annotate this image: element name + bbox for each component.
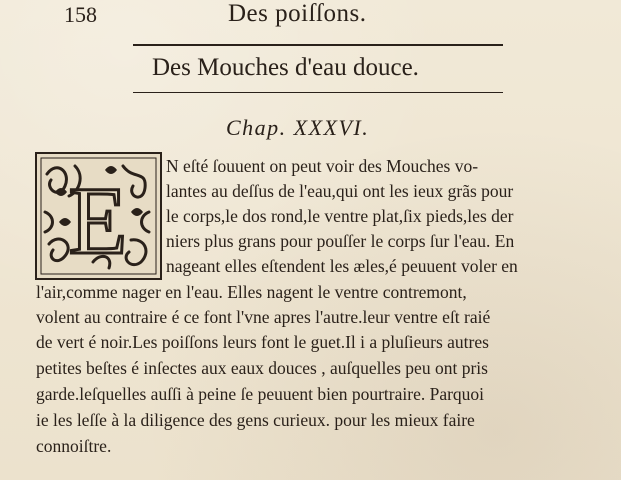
- header-rule-bottom: [133, 92, 503, 93]
- running-head: Des poiſſons.: [228, 0, 367, 27]
- body-line: ie les leſſe à la diligence des gens curieux. pour les mieux faire: [36, 410, 475, 430]
- body-line: l'air,comme nager en l'eau. Elles nagent le ventre contremont,: [36, 282, 467, 302]
- body-line: nageant elles eſtendent les æles,é peuuent voler en: [166, 256, 518, 276]
- body-line: garde.leſquelles auſſi à peine ſe peuuent bien pourtraire. Parquoi: [36, 384, 485, 404]
- body-line: le corps,le dos rond,le ventre plat,ſix pieds,les der: [166, 206, 514, 226]
- chapter-heading: Chap. XXXVI.: [226, 115, 370, 140]
- section-title: Des Mouches d'eau douce.: [152, 54, 419, 81]
- page-number: 158: [64, 2, 97, 27]
- initial-letter: E: [68, 167, 128, 274]
- body-line: de vert é noir.Les poiſſons leurs font le guet.Il i a pluſieurs autres: [36, 332, 489, 352]
- body-line: N eſté ſouuent on peut voir des Mouches vo-: [166, 156, 479, 176]
- header-rule-top: [133, 44, 503, 46]
- body-line: volent au contraire é ce font l'vne apres l'autre.leur ventre eſt raié: [36, 307, 491, 327]
- body-line: niers plus grans pour pouſſer le corps ſur l'eau. En: [166, 231, 515, 251]
- body-line: connoiſtre.: [36, 436, 112, 456]
- body-line: lantes au deſſus de l'eau,qui ont les ieux grãs pour: [166, 181, 514, 201]
- show-through-text: [561, 0, 621, 120]
- decorated-initial: [35, 152, 162, 280]
- body-line: petites beſtes é inſectes aux eaux douces , auſquelles peu ont pris: [36, 358, 488, 378]
